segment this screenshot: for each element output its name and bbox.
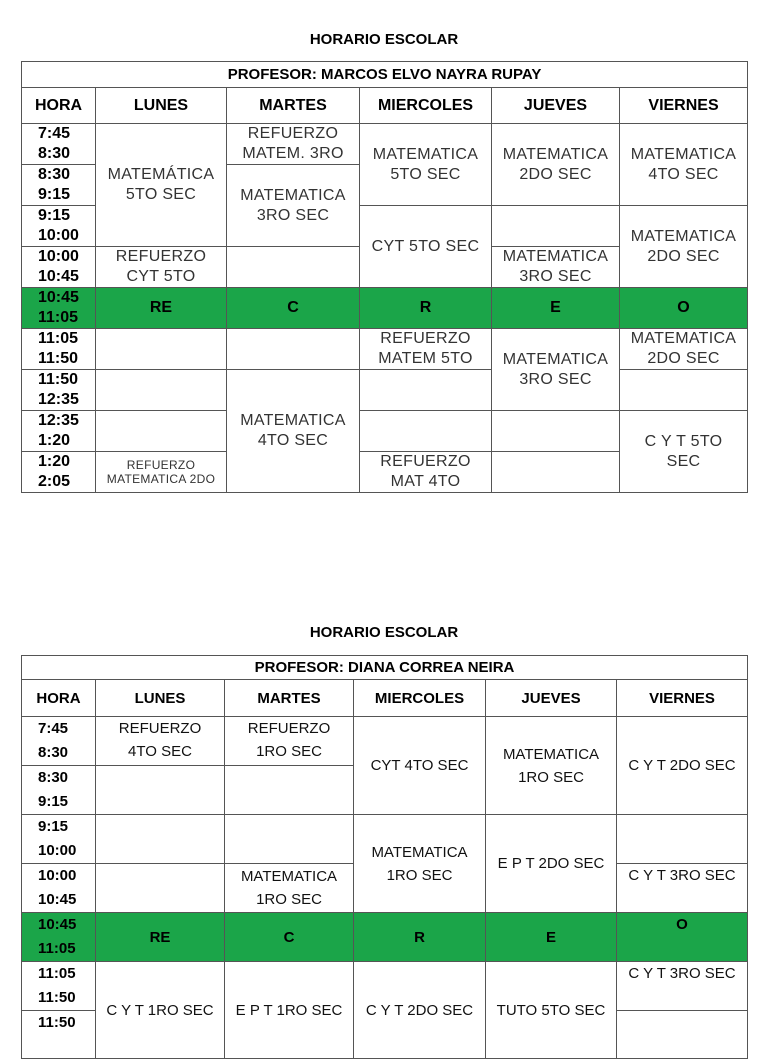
recreo-cell: RE <box>96 288 227 329</box>
class-cell: C Y T 5TO SEC <box>620 411 748 493</box>
header-lunes: LUNES <box>96 680 225 717</box>
time-slot: 10:00 10:45 <box>22 864 96 913</box>
empty-cell <box>225 815 354 864</box>
recreo-cell: E <box>486 913 617 962</box>
recreo-cell: RE <box>96 913 225 962</box>
header-hora: HORA <box>22 680 96 717</box>
empty-cell <box>96 370 227 411</box>
empty-cell <box>96 329 227 370</box>
class-cell: E P T 2DO SEC <box>486 815 617 913</box>
time-slot: 10:45 11:05 <box>22 288 96 329</box>
header-jueves: JUEVES <box>492 88 620 124</box>
empty-cell <box>492 411 620 452</box>
time-slot: 7:45 8:30 <box>22 124 96 165</box>
time-slot: 8:30 9:15 <box>22 766 96 815</box>
header-viernes: VIERNES <box>617 680 748 717</box>
class-cell: REFUERZO CYT 5TO <box>96 247 227 288</box>
empty-cell <box>227 329 360 370</box>
class-cell: MATEMÁTICA 5TO SEC <box>96 124 227 247</box>
time-slot: 9:15 10:00 <box>22 815 96 864</box>
class-cell: REFUERZO 1RO SEC <box>225 717 354 766</box>
class-cell: REFUERZO MAT 4TO <box>360 452 492 493</box>
class-cell: C Y T 2DO SEC <box>617 717 748 815</box>
time-slot: 9:15 10:00 <box>22 206 96 247</box>
class-cell: C Y T 2DO SEC <box>354 962 486 1059</box>
class-cell: MATEMATICA 3RO SEC <box>227 165 360 247</box>
empty-cell <box>360 370 492 411</box>
empty-cell <box>492 206 620 247</box>
header-jueves: JUEVES <box>486 680 617 717</box>
class-cell: TUTO 5TO SEC <box>486 962 617 1059</box>
empty-cell <box>225 766 354 815</box>
recreo-cell: C <box>225 913 354 962</box>
header-miercoles: MIERCOLES <box>360 88 492 124</box>
class-cell: MATEMATICA 4TO SEC <box>620 124 748 206</box>
time-slot: 8:30 9:15 <box>22 165 96 206</box>
class-cell: MATEMATICA 5TO SEC <box>360 124 492 206</box>
recreo-cell: O <box>617 913 748 962</box>
header-viernes: VIERNES <box>620 88 748 124</box>
empty-cell <box>360 411 492 452</box>
header-hora: HORA <box>22 88 96 124</box>
class-cell: MATEMATICA 4TO SEC <box>227 370 360 493</box>
time-slot: 11:05 11:50 <box>22 962 96 1011</box>
recreo-cell: R <box>360 288 492 329</box>
time-slot: 12:35 1:20 <box>22 411 96 452</box>
class-cell: MATEMATICA 3RO SEC <box>492 247 620 288</box>
teacher-name: PROFESOR: DIANA CORREA NEIRA <box>22 656 748 680</box>
time-slot: 7:45 8:30 <box>22 717 96 766</box>
class-cell: MATEMATICA 2DO SEC <box>620 329 748 370</box>
class-cell: REFUERZO MATEM 5TO <box>360 329 492 370</box>
empty-cell <box>617 1011 748 1059</box>
class-cell: MATEMATICA 1RO SEC <box>225 864 354 913</box>
empty-cell <box>96 815 225 864</box>
class-cell: MATEMATICA 1RO SEC <box>486 717 617 815</box>
empty-cell <box>620 370 748 411</box>
empty-cell <box>617 815 748 864</box>
class-cell: C Y T 3RO SEC <box>617 864 748 913</box>
header-martes: MARTES <box>227 88 360 124</box>
recreo-cell: C <box>227 288 360 329</box>
class-cell: C Y T 3RO SEC <box>617 962 748 1011</box>
schedule-1-table <box>21 61 748 493</box>
time-slot: 11:50 12:35 <box>22 370 96 411</box>
time-slot: 11:50 <box>22 1011 96 1059</box>
time-slot: 11:05 11:50 <box>22 329 96 370</box>
empty-cell <box>96 766 225 815</box>
recreo-cell: O <box>620 288 748 329</box>
schedule-2-table <box>21 655 748 1059</box>
class-cell: CYT 5TO SEC <box>360 206 492 288</box>
teacher-name: PROFESOR: MARCOS ELVO NAYRA RUPAY <box>22 62 748 88</box>
schedule-2-title: HORARIO ESCOLAR <box>309 624 459 641</box>
class-cell: E P T 1RO SEC <box>225 962 354 1059</box>
schedule-1-title: HORARIO ESCOLAR <box>309 31 459 48</box>
empty-cell <box>492 452 620 493</box>
class-cell: MATEMATICA 2DO SEC <box>620 206 748 288</box>
class-cell: MATEMATICA 3RO SEC <box>492 329 620 411</box>
time-slot: 10:45 11:05 <box>22 913 96 962</box>
header-martes: MARTES <box>225 680 354 717</box>
header-lunes: LUNES <box>96 88 227 124</box>
header-miercoles: MIERCOLES <box>354 680 486 717</box>
time-slot: 1:20 2:05 <box>22 452 96 493</box>
class-cell: MATEMATICA 1RO SEC <box>354 815 486 913</box>
class-cell: CYT 4TO SEC <box>354 717 486 815</box>
class-cell: MATEMATICA 2DO SEC <box>492 124 620 206</box>
recreo-cell: R <box>354 913 486 962</box>
recreo-cell: E <box>492 288 620 329</box>
class-cell: REFUERZO MATEM. 3RO <box>227 124 360 165</box>
class-cell: REFUERZO 4TO SEC <box>96 717 225 766</box>
class-cell: REFUERZO MATEMATICA 2DO <box>96 452 227 493</box>
time-slot: 10:00 10:45 <box>22 247 96 288</box>
class-cell: C Y T 1RO SEC <box>96 962 225 1059</box>
empty-cell <box>96 411 227 452</box>
empty-cell <box>227 247 360 288</box>
empty-cell <box>96 864 225 913</box>
